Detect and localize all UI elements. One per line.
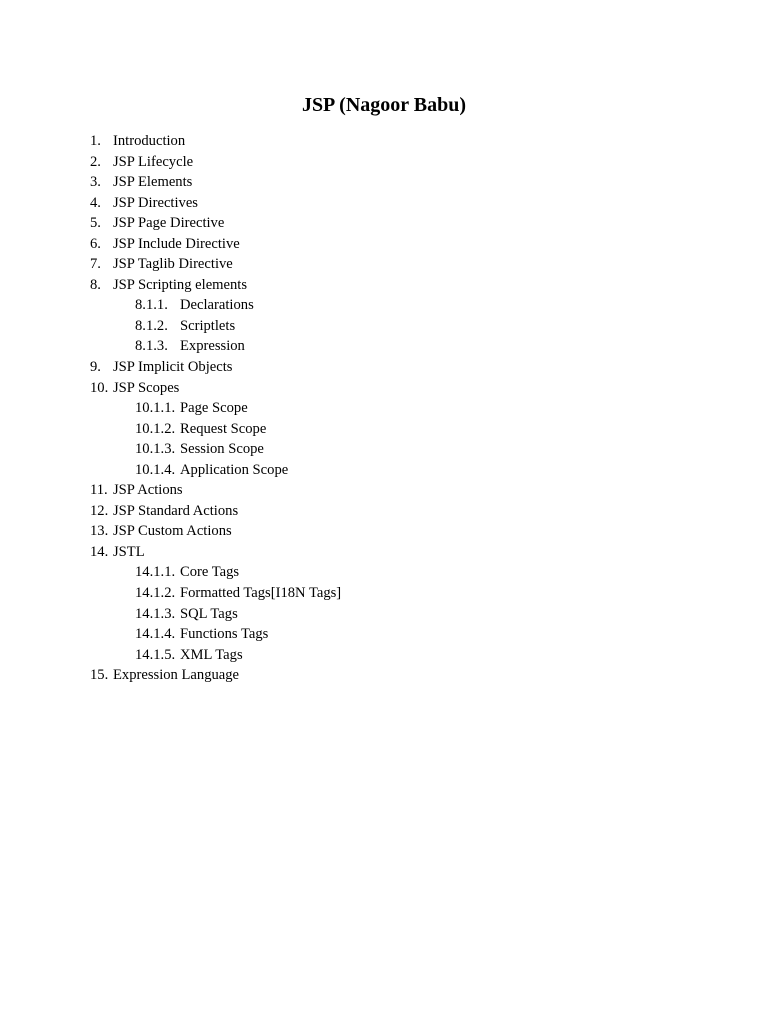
- toc-subitem: [90, 460, 690, 481]
- toc-item: [90, 665, 690, 686]
- toc-item-label: Request Scope: [180, 420, 267, 437]
- toc-item-label: Functions Tags: [180, 626, 269, 643]
- toc-subitem: [90, 439, 690, 460]
- toc-item-label: JSP Scopes: [113, 379, 180, 396]
- toc-item-label: JSP Directives: [113, 194, 198, 211]
- toc-item: [90, 131, 690, 152]
- toc-item-label: Core Tags: [180, 564, 240, 581]
- toc-subitem: [90, 583, 690, 604]
- toc-subitem: [90, 316, 690, 337]
- toc-subitem: [90, 295, 690, 316]
- toc-item-number: 13.: [90, 523, 109, 540]
- toc-item-number: 8.1.1.: [135, 297, 168, 314]
- toc-item-label: Application Scope: [180, 461, 289, 478]
- page-title: JSP (Nagoor Babu): [301, 94, 467, 116]
- toc-subitem: [90, 562, 690, 583]
- toc-item-label: JSP Lifecycle: [113, 153, 194, 170]
- toc-item: [90, 172, 690, 193]
- toc-item-number: 1.: [90, 133, 101, 149]
- toc-item: [90, 254, 690, 275]
- toc-item-label: JSTL: [113, 543, 145, 560]
- toc-item-number: 3.: [90, 174, 101, 191]
- toc-item: [90, 521, 690, 542]
- toc-item-number: 14.1.1.: [135, 564, 176, 581]
- table-of-contents: [90, 131, 690, 686]
- toc-item-label: JSP Standard Actions: [113, 502, 239, 519]
- toc-item-label: JSP Actions: [113, 482, 183, 499]
- toc-item-number: 5.: [90, 215, 101, 232]
- toc-item-label: JSP Page Directive: [113, 215, 225, 232]
- toc-item-number: 10.: [90, 379, 109, 396]
- toc-item-number: 8.: [90, 276, 101, 293]
- toc-item-label: Session Scope: [180, 441, 264, 458]
- toc-item-number: 2.: [90, 153, 101, 170]
- toc-item: [90, 542, 690, 563]
- toc-item-number: 4.: [90, 194, 101, 211]
- toc-item-number: 10.1.2.: [135, 420, 176, 437]
- toc-item-label: Page Scope: [180, 400, 248, 417]
- toc-subitem: [90, 604, 690, 625]
- toc-item-number: 7.: [90, 256, 101, 273]
- toc-item-label: JSP Elements: [113, 174, 193, 191]
- toc-subitem: [90, 336, 690, 357]
- toc-item-number: 15.: [90, 667, 109, 684]
- toc-item-number: 10.1.1.: [135, 400, 176, 417]
- toc-item-label: Declarations: [180, 297, 254, 314]
- toc-item-number: 14.1.2.: [135, 585, 176, 602]
- toc-item: [90, 193, 690, 214]
- toc-item-label: Scriptlets: [180, 317, 236, 334]
- toc-item-label: XML Tags: [180, 646, 243, 663]
- toc-item-label: Expression: [180, 338, 245, 355]
- toc-item: [90, 480, 690, 501]
- toc-item-number: 10.1.3.: [135, 441, 176, 458]
- toc-item-label: JSP Scripting elements: [113, 276, 248, 293]
- toc-item: [90, 234, 690, 255]
- toc-subitem: [90, 624, 690, 645]
- toc-item-label: Introduction: [113, 133, 186, 149]
- toc-item-number: 12.: [90, 502, 109, 519]
- toc-item-label: JSP Implicit Objects: [113, 359, 233, 376]
- toc-item-label: JSP Taglib Directive: [113, 256, 233, 273]
- toc-item-number: 6.: [90, 235, 101, 252]
- toc-item-number: 10.1.4.: [135, 461, 176, 478]
- toc-subitem: [90, 398, 690, 419]
- toc-subitem: [90, 645, 690, 666]
- toc-item: [90, 378, 690, 399]
- toc-item-label: Expression Language: [113, 667, 240, 684]
- toc-item: [90, 357, 690, 378]
- toc-item-label: SQL Tags: [180, 605, 238, 622]
- toc-item-number: 8.1.3.: [135, 338, 168, 355]
- toc-item-label: JSP Custom Actions: [113, 523, 232, 540]
- toc-item: [90, 501, 690, 522]
- toc-item: [90, 213, 690, 234]
- toc-item-number: 14.1.4.: [135, 626, 176, 643]
- toc-item-label: JSP Include Directive: [113, 235, 240, 252]
- toc-item-number: 11.: [90, 482, 108, 499]
- toc-item: [90, 152, 690, 173]
- toc-item-number: 9.: [90, 359, 101, 376]
- toc-item-number: 14.: [90, 543, 109, 560]
- toc-item-number: 14.1.3.: [135, 605, 176, 622]
- toc-subitem: [90, 419, 690, 440]
- toc-item-number: 8.1.2.: [135, 317, 168, 334]
- toc-item-label: Formatted Tags[I18N Tags]: [180, 585, 342, 602]
- toc-item-number: 14.1.5.: [135, 646, 176, 663]
- toc-item: [90, 275, 690, 296]
